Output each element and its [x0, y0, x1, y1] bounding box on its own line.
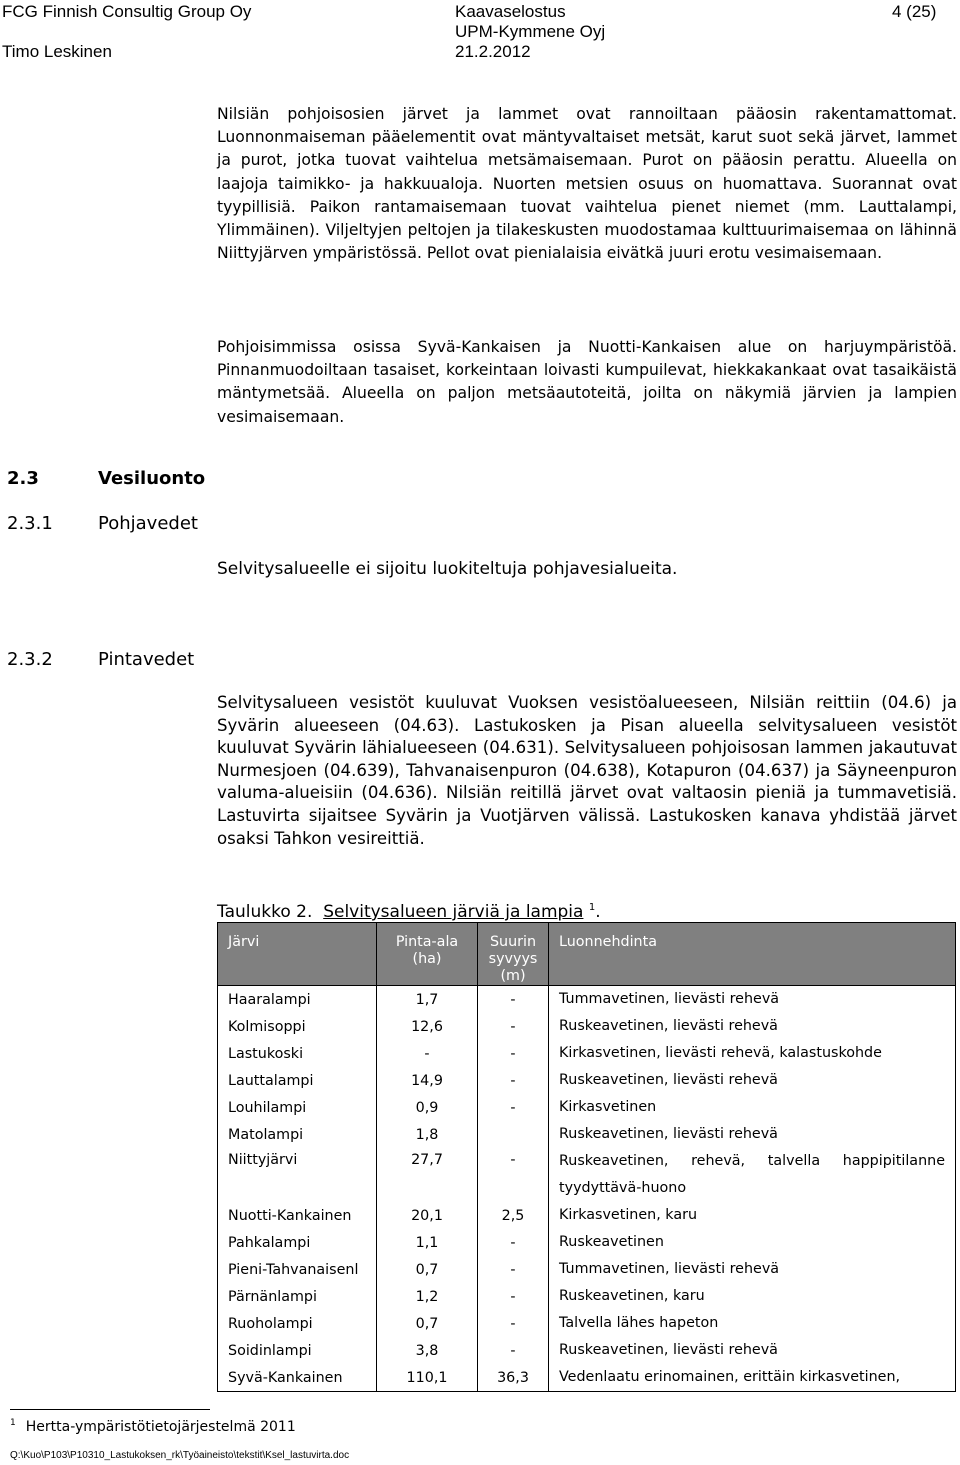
header-doc-type: Kaavaselostus — [455, 2, 566, 21]
depth-cell: - — [478, 1148, 549, 1202]
lake-name-cell: Lauttalampi — [218, 1067, 377, 1094]
area-cell: 1,8 — [377, 1121, 478, 1148]
paragraph-landscape: Nilsiän pohjoisosien järvet ja lammet ovat rannoiltaan pääosin rakentamattomat. Luonnonmaiseman pääelementit ovat mäntyvaltaiset metsät, karut suot sekä järvet, lammet ja purot, jotka tuovat vaihtelua metsämaisemaan. Purot on pääosin perattu. Alueella on laajoja taimikko- ja hakkuualoja. Nuorten metsien osuus on huomattava. Suorannat ovat tyypillisiä. Paikon rantamaisemaan tuovat vaihtelua pienet niemet (mm. Lauttalampi, Ylimmäinen). Viljeltyjen peltojen ja tilakeskusten muodostamaa kulttuurimaisemaa on lähinnä Niittyjärven ympäristössä. Pellot ovat pienialaisia eivätkä juuri erotu vesimaisemaan. — [217, 105, 957, 263]
description-cell: Talvella lähes hapeton — [549, 1310, 956, 1337]
description-cell: Kirkasvetinen, lievästi rehevä, kalastuskohde — [549, 1040, 956, 1067]
section-number: 2.3.2 — [7, 649, 53, 670]
footnote-mark: 1 — [10, 1418, 16, 1428]
table-row — [218, 1067, 956, 1094]
lake-name-cell: Pahkalampi — [218, 1229, 377, 1256]
description-cell: Ruskeavetinen, karu — [549, 1283, 956, 1310]
footnote-text: Hertta-ympäristötietojärjestelmä 2011 — [25, 1419, 296, 1435]
section-number: 2.3.1 — [7, 513, 53, 534]
description-cell: Kirkasvetinen — [549, 1094, 956, 1121]
table-header-cell: Järvi — [218, 923, 377, 986]
table-row — [218, 1256, 956, 1283]
lake-name-cell: Syvä-Kankainen — [218, 1364, 377, 1392]
area-cell: 0,7 — [377, 1310, 478, 1337]
lake-name-cell: Kolmisoppi — [218, 1013, 377, 1040]
table-caption-footnote-ref: 1 — [588, 902, 596, 913]
table-row — [218, 1148, 956, 1202]
header-client: UPM-Kymmene Oyj — [455, 22, 606, 41]
depth-cell: - — [478, 1283, 549, 1310]
description-cell: Ruskeavetinen, lievästi rehevä — [549, 1013, 956, 1040]
description-cell: Ruskeavetinen, lievästi rehevä — [549, 1067, 956, 1094]
lake-name-cell: Pärnänlampi — [218, 1283, 377, 1310]
table-row — [218, 1229, 956, 1256]
description-cell: Ruskeavetinen, lievästi rehevä — [549, 1337, 956, 1364]
table-header-cell: Luonnehdinta — [549, 923, 956, 986]
section-number: 2.3 — [7, 468, 39, 489]
depth-cell: - — [478, 1094, 549, 1121]
section-title: Pintavedet — [98, 649, 195, 670]
area-cell: 1,2 — [377, 1283, 478, 1310]
file-path: Q:\Kuo\P103\P10310_Lastukoksen_rk\Työaineisto\tekstit\Ksel_lastuvirta.doc — [10, 1450, 350, 1461]
table-row — [218, 1283, 956, 1310]
lake-name-cell: Niittyjärvi — [218, 1148, 377, 1202]
description-cell: Ruskeavetinen — [549, 1229, 956, 1256]
lake-name-cell: Haaralampi — [218, 986, 377, 1014]
area-cell: 1,1 — [377, 1229, 478, 1256]
depth-cell: - — [478, 986, 549, 1014]
area-cell: 0,9 — [377, 1094, 478, 1121]
table-header-row — [218, 923, 956, 986]
table-row — [218, 1040, 956, 1067]
header-page-number: 4 (25) — [892, 2, 937, 21]
lake-name-cell: Matolampi — [218, 1121, 377, 1148]
section-2-3-heading — [7, 467, 206, 491]
depth-cell — [478, 1121, 549, 1148]
depth-cell: 2,5 — [478, 1202, 549, 1229]
area-cell: 0,7 — [377, 1256, 478, 1283]
section-2-3-2-heading — [7, 648, 195, 672]
paragraph-surface-waters: Selvitysalueen vesistöt kuuluvat Vuoksen vesistöalueeseen, Nilsiän reittiin (04.6) ja Syvärin alueeseen (04.63). Lastukosken ja Pisan alueella selvitysalueen vesistöt kuuluvat Syvärin lähialueeseen (04.631). Selvitysalueen pohjoisosan lammen jakautuvat Nurmesjoen (04.639), Tahvanaisenpuron (04.638), Kotapuron (04.637) ja Säyneenpuron valuma-alueisiin (04.636). Nilsiän reitillä järvet ovat valtaosin pieniä ja tummavetisiä. Lastuvirta sijaitsee Syvärin ja Vuotjärven välissä. Lastukosken kanava yhdistää järvet osaksi Tahkon vesireittiä. — [217, 693, 957, 848]
lake-name-cell: Soidinlampi — [218, 1337, 377, 1364]
table-header-cell: Pinta-ala (ha) — [377, 923, 478, 986]
table-row — [218, 1202, 956, 1229]
description-cell: Ruskeavetinen, rehevä, talvella happipitilanne tyydyttävä-huono — [549, 1148, 956, 1202]
area-cell: 1,7 — [377, 986, 478, 1014]
depth-cell: - — [478, 1067, 549, 1094]
area-cell: 27,7 — [377, 1148, 478, 1202]
section-2-3-1-heading — [7, 512, 198, 536]
depth-cell: - — [478, 1040, 549, 1067]
area-cell: 20,1 — [377, 1202, 478, 1229]
section-title: Pohjavedet — [98, 513, 198, 534]
depth-cell: - — [478, 1013, 549, 1040]
description-cell: Ruskeavetinen, lievästi rehevä — [549, 1121, 956, 1148]
header-author: Timo Leskinen — [2, 42, 112, 61]
lake-name-cell: Ruoholampi — [218, 1310, 377, 1337]
description-cell: Tummavetinen, lievästi rehevä — [549, 986, 956, 1014]
depth-cell: - — [478, 1310, 549, 1337]
table-row — [218, 1094, 956, 1121]
table-row — [218, 1337, 956, 1364]
depth-cell: - — [478, 1337, 549, 1364]
table-header-cell: Suurin syvyys (m) — [478, 923, 549, 986]
table-row — [218, 986, 956, 1014]
area-cell: 3,8 — [377, 1337, 478, 1364]
area-cell: 12,6 — [377, 1013, 478, 1040]
lake-name-cell: Pieni-Tahvanaisenl — [218, 1256, 377, 1283]
paragraph-groundwater: Selvitysalueelle ei sijoitu luokiteltuja pohjavesialueita. — [217, 559, 678, 579]
area-cell: 110,1 — [377, 1364, 478, 1392]
lake-name-cell: Louhilampi — [218, 1094, 377, 1121]
description-cell: Tummavetinen, lievästi rehevä — [549, 1256, 956, 1283]
table-row — [218, 1310, 956, 1337]
table-caption-label: Taulukko 2. — [217, 902, 313, 922]
area-cell: - — [377, 1040, 478, 1067]
depth-cell: - — [478, 1229, 549, 1256]
depth-cell: 36,3 — [478, 1364, 549, 1392]
footnote — [10, 1418, 296, 1435]
area-cell: 14,9 — [377, 1067, 478, 1094]
description-cell: Kirkasvetinen, karu — [549, 1202, 956, 1229]
footnote-divider — [10, 1409, 210, 1410]
lake-name-cell: Nuotti-Kankainen — [218, 1202, 377, 1229]
lake-name-cell: Lastukoski — [218, 1040, 377, 1067]
section-title: Vesiluonto — [98, 468, 206, 489]
lakes-table — [217, 922, 956, 1392]
header-date: 21.2.2012 — [455, 42, 531, 61]
table-caption-title: Selvitysalueen järviä ja lampia — [323, 902, 584, 922]
description-cell: Vedenlaatu erinomainen, erittäin kirkasvetinen, — [549, 1364, 956, 1392]
header-company: FCG Finnish Consultig Group Oy — [2, 2, 252, 21]
table-row — [218, 1013, 956, 1040]
paragraph-ridge-area: Pohjoisimmissa osissa Syvä-Kankaisen ja Nuotti-Kankaisen alue on harjuympäristöä. Pinnanmuodoiltaan tasaiset, korkeintaan loivasti kumpuilevat, hiekkakankaat ovat tasaikäistä mäntymetsää. Alueella on paljon metsäautoteitä, joilta on näkymiä järvien ja lampien vesimaisemaan. — [217, 338, 957, 426]
table-caption: Taulukko 2. Selvitysalueen järviä ja lampia $^1$. — [217, 902, 601, 922]
depth-cell: - — [478, 1256, 549, 1283]
table-row — [218, 1364, 956, 1392]
table-row — [218, 1121, 956, 1148]
